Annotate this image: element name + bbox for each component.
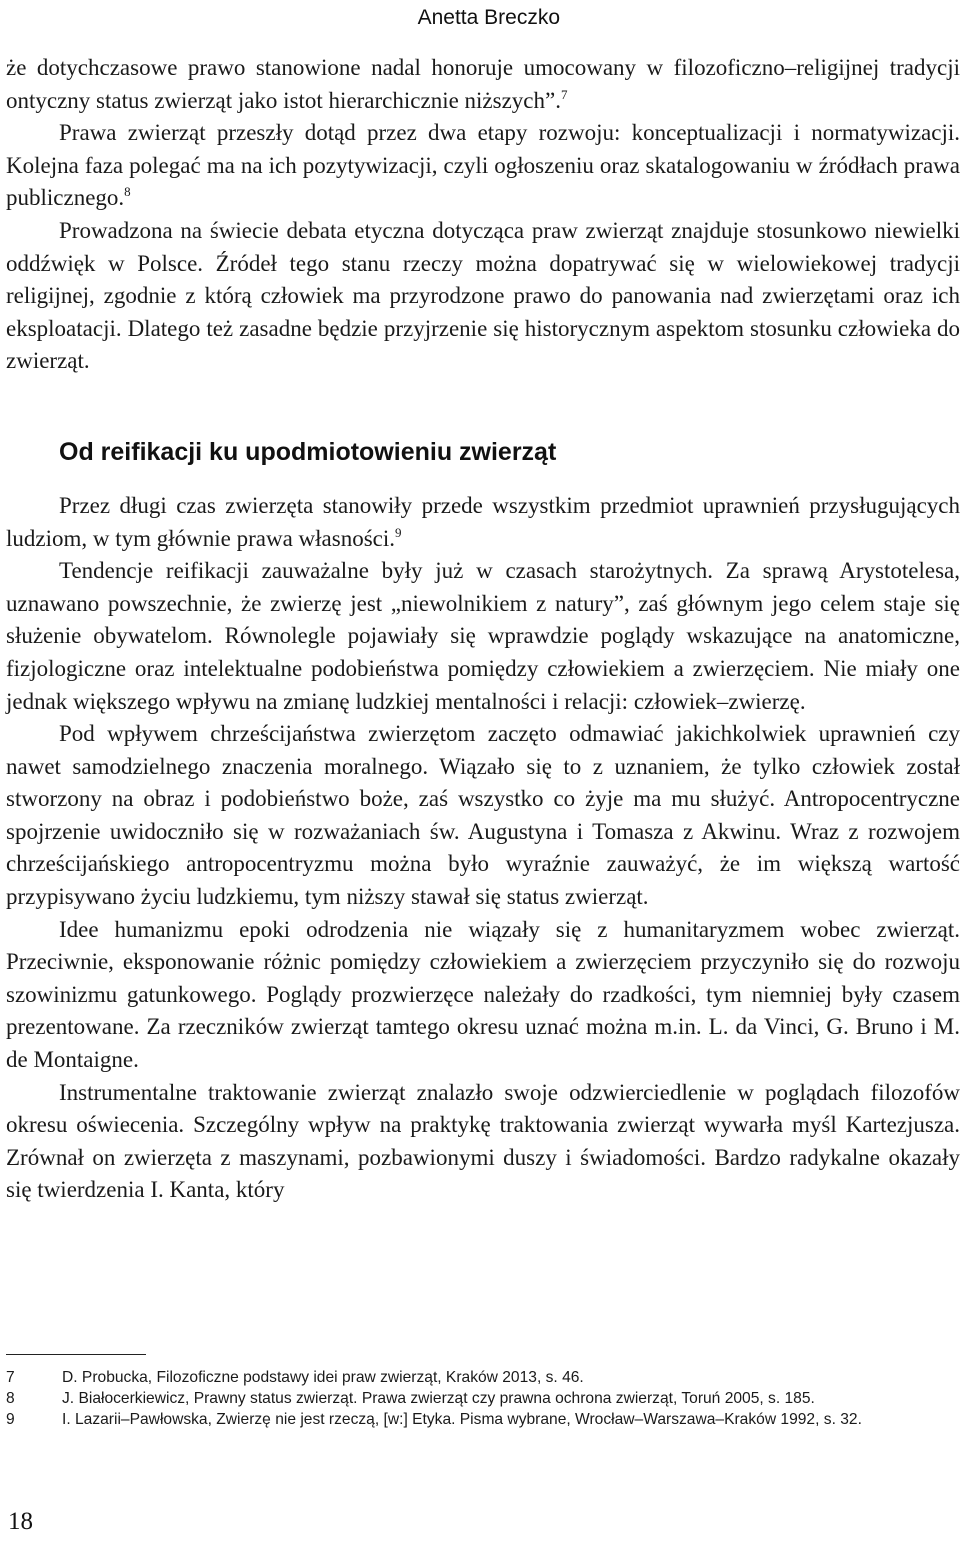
footnote-ref[interactable]: 9	[395, 524, 402, 540]
paragraph-text: Przez długi czas zwierzęta stanowiły przede wszystkim przedmiot uprawnień przysługujących ludziom, w tym głównie prawa własności.	[6, 492, 960, 551]
paragraph-text: Pod wpływem chrześcijaństwa zwierzętom zaczęto odmawiać jakichkolwiek uprawnień czy nawet samodzielnego znaczenia moralnego. Wiązało się to z uznaniem, że tylko człowiek został stworzony na obraz i podobieństwo boże, zaś wszystko co żyje ma mu służyć. Antropocentryczne spojrzenie uwidoczniło się w rozważaniach św. Augustyna i Tomasza z Akwinu. Wraz z rozwojem chrześcijańskiego antropocentryzmu można było wyraźnie zauważyć, że im większą wartość przypisywano życiu ludzkiemu, tym niższy stawał się status zwierząt.	[6, 721, 960, 910]
footnote-ref[interactable]: 8	[124, 184, 131, 200]
paragraph	[6, 1077, 960, 1207]
running-head: Anetta Breczko	[417, 6, 560, 29]
paragraph-text: że dotychczasowe prawo stanowione nadal honoruje umocowany w filozoficzno–religijnej tradycji ontyczny status zwierząt jako istot hierarchicznie niższych”.	[6, 55, 960, 113]
section-heading: Od reifikacji ku upodmiotowieniu zwierząt	[59, 437, 557, 466]
paragraph	[6, 555, 960, 718]
paragraph	[6, 490, 960, 555]
paragraph	[6, 914, 960, 1077]
footnote-text: J. Białocerkiewicz, Prawny status zwierząt. Prawa zwierząt czy prawna ochrona zwierząt, Toruń 2005, s. 185.	[62, 1390, 815, 1407]
paragraph	[6, 215, 960, 378]
footnote-number: 7	[6, 1369, 15, 1386]
footnote-item	[6, 1367, 960, 1388]
paragraph-text: Prowadzona na świecie debata etyczna dotycząca praw zwierząt znajduje stosunkowo niewielki oddźwięk w Polsce. Źródeł tego stanu rzeczy można dopatrywać się w wielowiekowej tradycji religijnej, zgodnie z którą człowiek ma przyrodzone prawo do panowania nad zwierzętami oraz ich eksploatacji. Dlatego też zasadne będzie przyjrzenie się historycznym aspektom stosunku człowieka do zwierząt.	[6, 217, 960, 374]
footnote-text: I. Lazarii–Pawłowska, Zwierzę nie jest rzeczą, [w:] Etyka. Pisma wybrane, Wrocław–Warszawa–Kraków 1992, s. 32.	[62, 1411, 862, 1428]
paragraph-text: Prawa zwierząt przeszły dotąd przez dwa etapy rozwoju: konceptualizacji i normatywizacji. Kolejna faza polegać ma na ich pozytywizacji, czyli ogłoszeniu oraz skatalogowaniu w źródłach prawa publicznego.	[6, 120, 960, 211]
paragraph-text: Tendencje reifikacji zauważalne były już w czasach starożytnych. Za sprawą Arystotelesa, uznawano powszechnie, że zwierzę jest „niewolnikiem z natury”, zaś głównym jego celem staje się służenie obywatelom. Równolegle pojawiały się wprawdzie poglądy wskazujące na anatomiczne, fizjologiczne oraz intelektualne podobieństwa pomiędzy człowiekiem a zwierzęciem. Nie miały one jednak większego wpływu na zmianę ludzkiej mentalności i relacji: człowiek–zwierzę.	[6, 558, 960, 714]
body-text	[6, 52, 960, 1207]
footnote-number: 8	[6, 1390, 15, 1407]
footnote-item	[6, 1409, 960, 1430]
paragraph-text: Idee humanizmu epoki odrodzenia nie wiązały się z humanitaryzmem wobec zwierząt. Przeciwnie, eksponowanie różnic pomiędzy człowiekiem a zwierzęciem przyczyniło się do rozwoju szowinizmu gatunkowego. Poglądy prozwierzęce należały do rzadkości, tym niemniej były czasem prezentowane. Za rzeczników zwierząt tamtego okresu uznać można m.in. L. da Vinci, G. Bruno i M. de Montaigne.	[6, 916, 960, 1073]
paragraph	[6, 718, 960, 914]
footnote-number: 9	[6, 1411, 15, 1428]
paragraph	[6, 52, 960, 117]
footnote-ref[interactable]: 7	[560, 86, 568, 102]
footnote-item	[6, 1388, 960, 1409]
page-number: 18	[8, 1508, 33, 1535]
footnote-divider	[6, 1354, 146, 1355]
paragraph	[6, 117, 960, 215]
footnotes	[6, 1367, 960, 1430]
footnote-text: D. Probucka, Filozoficzne podstawy idei praw zwierząt, Kraków 2013, s. 46.	[62, 1369, 584, 1386]
paragraph-text: Instrumentalne traktowanie zwierząt znalazło swoje odzwierciedlenie w poglądach filozofów okresu oświecenia. Szczególny wpływ na praktykę traktowania zwierząt wywarła myśl Kartezjusza. Zrównał on zwierzęta z maszynami, pozbawionymi duszy i świadomości. Bardzo radykalne okazały się twierdzenia I. Kanta, który	[6, 1079, 960, 1203]
